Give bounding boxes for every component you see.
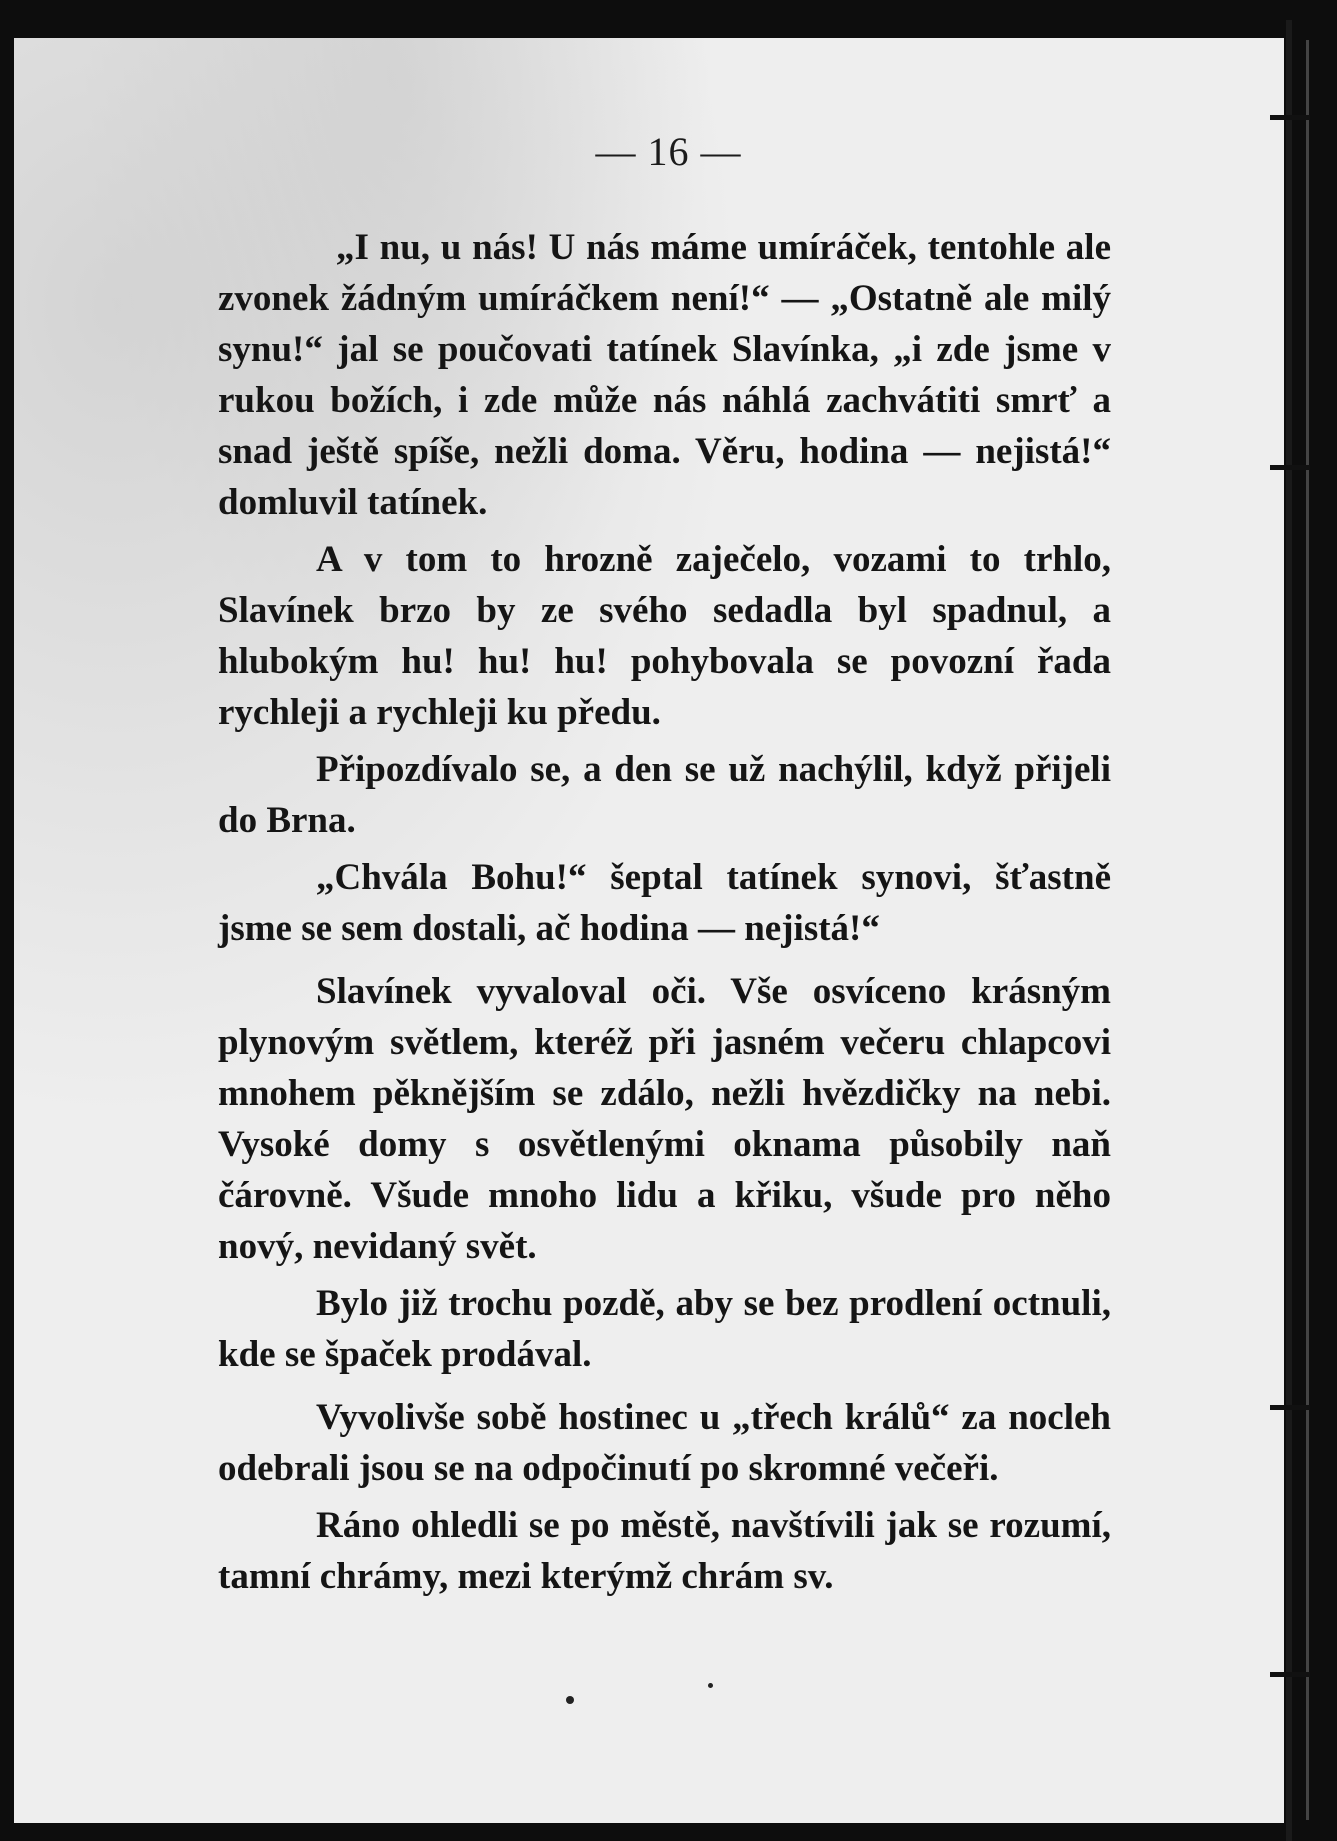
paragraph: Ráno ohledli se po městě, navštívili jak se rozumí, tamní chrámy, mezi kterýmž chrám sv. — [218, 1505, 1111, 1597]
binding-edge-inner — [1306, 40, 1309, 1820]
paragraph: Bylo již trochu pozdě, aby se bez prodlení octnuli, kde se špaček prodával. — [218, 1283, 1111, 1375]
body-text — [218, 222, 1111, 1602]
edge-mark — [1270, 115, 1310, 120]
paragraph: Slavínek vyvaloval oči. Vše osvíceno krásným plynovým světlem, kteréž při jasném večeru chlapcovi mnohem pěknějším se zdálo, nežli hvězdičky na nebi. Vysoké domy s osvětlenými oknama působily naň čárovně. Všude mnoho lidu a křiku, všude pro něho nový, nevidaný svět. — [218, 971, 1111, 1267]
binding-edge — [1286, 20, 1292, 1841]
paragraph: Připozdívalo se, a den se už nachýlil, když přijeli do Brna. — [218, 749, 1111, 841]
edge-mark — [1270, 465, 1310, 470]
ink-speck — [566, 1696, 574, 1704]
paragraph: Vyvolivše sobě hostinec u „třech králů“ za nocleh odebrali jsou se na odpočinutí po skromné večeři. — [218, 1397, 1111, 1489]
edge-mark — [1270, 1405, 1310, 1410]
page-number: — 16 — — [595, 129, 742, 174]
paragraph: A v tom to hrozně zaječelo, vozami to trhlo, Slavínek brzo by ze svého sedadla byl spadnul, a hlubokým hu! hu! hu! pohybovala se povozní řada rychleji a rychleji ku předu. — [218, 539, 1111, 733]
paragraph: „I nu, u nás! U nás máme umíráček, tentohle ale zvonek žádným umíráčkem není!“ — „Ostatně ale milý synu!“ jal se poučovati tatínek Slavínka, „i zde jsme v rukou božích, i zde může nás náhlá zachvátiti smrť a snad ještě spíše, nežli doma. Věru, hodina — nejistá!“ domluvil tatínek. — [218, 227, 1111, 523]
paragraph: „Chvála Bohu!“ šeptal tatínek synovi, šťastně jsme se sem dostali, ač hodina — nejistá!“ — [218, 857, 1111, 949]
ink-speck — [708, 1683, 713, 1688]
edge-mark — [1270, 1672, 1310, 1677]
